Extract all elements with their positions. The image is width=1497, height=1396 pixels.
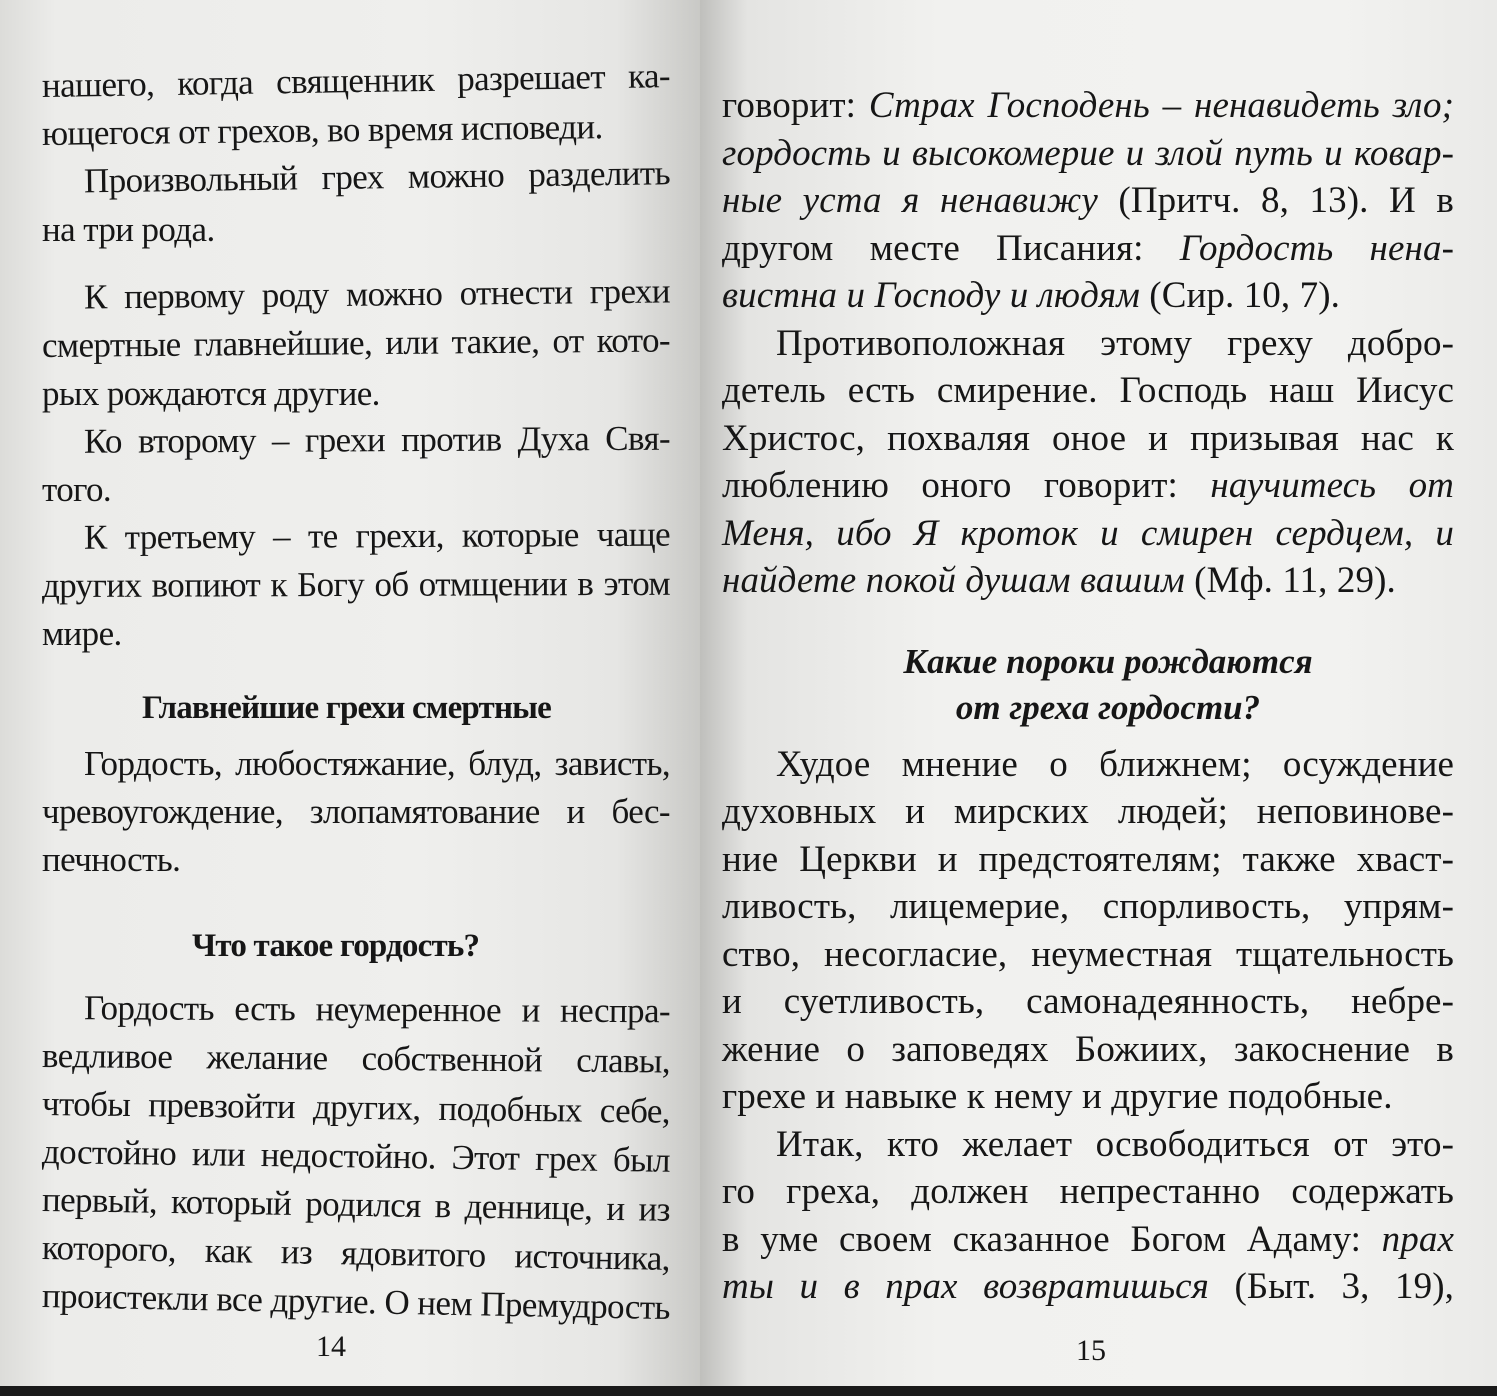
text-line: ние Церкви и предстоятелям; также хваст- [722, 838, 1454, 880]
text-line: ные уста я ненавижу (Притч. 8, 13). И в [722, 180, 1454, 221]
text-line: детель есть смирение. Господь наш Иисус [722, 370, 1454, 411]
text-line: проистекли все другие. О нем Премудрость [41, 1276, 671, 1328]
page-number: 15 [1076, 1334, 1106, 1367]
scan-bottom-edge [0, 1386, 1497, 1396]
text-line: того. [42, 470, 112, 509]
text-line: ливость, лицемерие, спорливость, упрям- [722, 886, 1454, 927]
text-line: люблению оного говорит: научитесь от [722, 465, 1454, 506]
text-line: найдете покой душам вашим (Мф. 11, 29). [722, 560, 1396, 601]
text-line: другом месте Писания: Гордость нена- [722, 227, 1454, 269]
text-line: грехе и навыке к нему и другие подобные. [722, 1076, 1393, 1117]
left-page-text [41, 56, 671, 1328]
text-line: других вопиют к Богу об отмщении в этом [41, 563, 671, 605]
text-line: смертные главнейшие, или такие, от кото- [41, 320, 671, 365]
text-line: Христос, похваляя оное и призывая нас к [722, 417, 1454, 459]
text-line: Противоположная этому греху добро- [776, 322, 1454, 364]
text-line: Гордость, любостяжание, блуд, зависть, [84, 744, 670, 783]
text-line: ство, несогласие, неуместная тщательность [722, 933, 1454, 975]
page-number: 14 [316, 1330, 346, 1363]
text-line: и суетливость, самонадеянность, небре- [722, 981, 1454, 1022]
text-line: Худое мнение о ближнем; осуждение [776, 743, 1454, 785]
section-heading: Какие пороки рождаются [903, 641, 1313, 681]
text-line: Меня, ибо Я кроток и смирен сердцем, и [722, 512, 1454, 554]
text-line: в уме своем сказанное Богом Адаму: прах [722, 1218, 1454, 1260]
text-line: мире. [42, 614, 122, 653]
text-line: ведливое желание собственной славы, [41, 1036, 671, 1081]
section-heading: от греха гордости? [955, 687, 1261, 727]
text-line: рых рождаются другие. [42, 374, 380, 413]
text-line: достойно или недостойно. Этот грех был [41, 1132, 671, 1180]
text-line: Произвольный грех можно разделить [83, 153, 671, 201]
text-line: ющегося от грехов, во время исповеди. [41, 107, 603, 153]
text-line: Ко второму – грехи против Духа Свя- [83, 418, 671, 461]
text-line: ты и в прах возвратишься (Быт. 3, 19), [722, 1266, 1454, 1307]
right-page-text [722, 82, 1454, 1311]
text-line: духовных и мирских людей; неповинове- [722, 791, 1454, 832]
left-page [0, 0, 700, 1386]
text-line: на три рода. [42, 210, 215, 249]
text-line: К первому роду можно отнести грехи [83, 271, 671, 317]
text-line: чревоугождение, злопамятование и бес- [42, 792, 670, 831]
text-line: печность. [42, 840, 181, 879]
text-line: вистна и Господу и людям (Сир. 10, 7). [722, 275, 1340, 316]
section-heading: Что такое гордость? [192, 928, 480, 964]
text-line: Итак, кто желает освободиться от это- [776, 1123, 1454, 1165]
text-line: говорит: Страх Господень – ненавидеть зло; [722, 85, 1454, 126]
text-line: го греха, должен непрестанно содержать [722, 1171, 1454, 1212]
text-line: гордость и высокомерие и злой путь и ковар- [722, 132, 1454, 174]
right-page [700, 0, 1497, 1386]
text-line: Гордость есть неумеренное и неспра- [83, 988, 671, 1031]
section-heading: Главнейшие грехи смертные [142, 690, 551, 726]
text-line: нашего, когда священник разрешает ка- [41, 56, 671, 105]
text-line: жение о заповедях Божиих, закоснение в [722, 1028, 1454, 1070]
text-line: чтобы превзойти других, подобных себе, [41, 1084, 671, 1131]
text-line: которого, как из ядовитого источника, [41, 1228, 671, 1278]
text-line: первый, который родился в деннице, и из [41, 1180, 671, 1229]
text-line: К третьему – те грехи, которые чаще [83, 514, 671, 557]
